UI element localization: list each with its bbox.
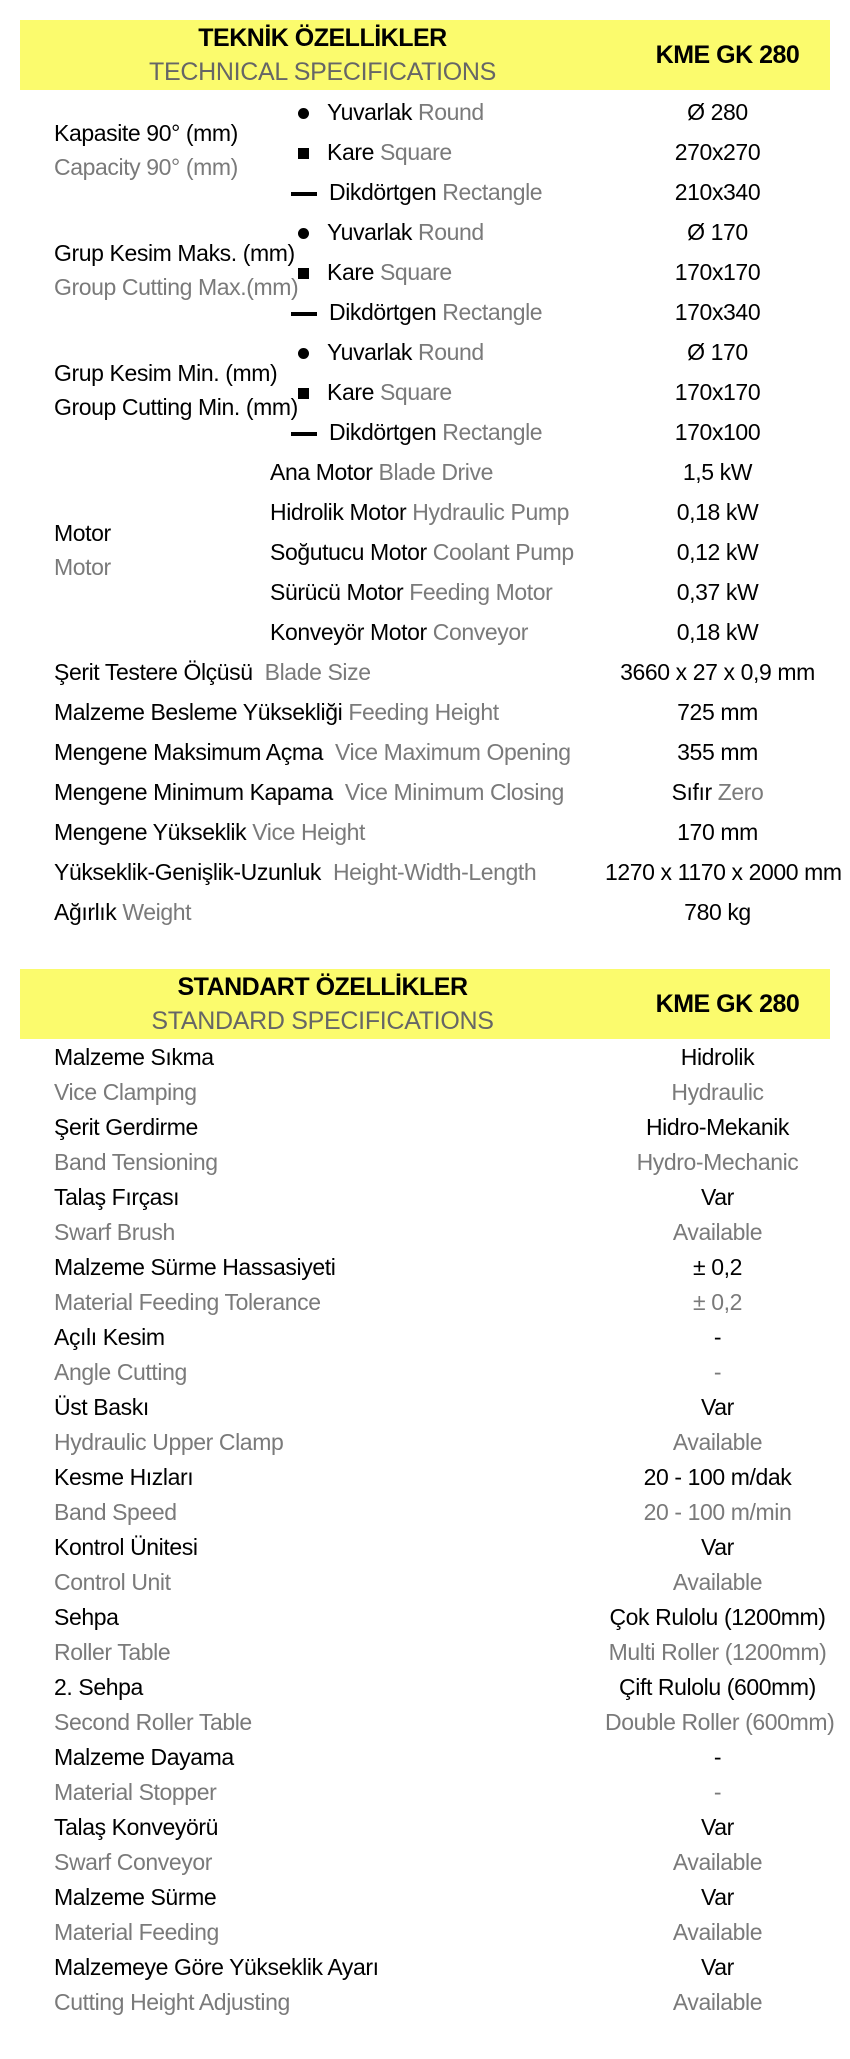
standard-title-en: STANDARD SPECIFICATIONS bbox=[151, 1007, 494, 1035]
standard-title-tr: STANDART ÖZELLİKLER bbox=[177, 973, 468, 1001]
standard-row-label-tr: Kontrol Ünitesi bbox=[54, 1534, 198, 1560]
group-max-rectangle-value: 170x340 bbox=[674, 299, 761, 325]
capacity-label-en: Capacity 90° (mm) bbox=[54, 154, 238, 180]
standard-row-value-en: Available bbox=[672, 1569, 763, 1595]
group-min-square-value: 170x170 bbox=[674, 379, 761, 405]
group-max-round-value: Ø 170 bbox=[687, 219, 748, 245]
rectangle-bullet-icon bbox=[291, 192, 317, 196]
standard-row-value-en: 20 - 100 m/min bbox=[643, 1499, 792, 1525]
spec-row-value: Sıfır Zero bbox=[671, 779, 764, 805]
standard-row-label-en: Material Stopper bbox=[54, 1779, 217, 1805]
group-max-square-value: 170x170 bbox=[674, 259, 761, 285]
round-bullet-icon bbox=[298, 228, 309, 239]
capacity-round: Yuvarlak Round bbox=[293, 99, 484, 126]
standard-row-value-tr: Çok Rulolu (1200mm) bbox=[609, 1604, 826, 1630]
rectangle-bullet-icon bbox=[291, 312, 317, 316]
technical-model: KME GK 280 bbox=[655, 41, 800, 69]
standard-row-label-tr: 2. Sehpa bbox=[54, 1674, 143, 1700]
standard-row-value-en: Double Roller (600mm) bbox=[605, 1709, 835, 1735]
standard-row-value-tr: Var bbox=[701, 1394, 734, 1420]
capacity-rectangle-value: 210x340 bbox=[674, 179, 761, 205]
standard-row-value-en: Available bbox=[672, 1219, 763, 1245]
motor-item-value: 0,12 kW bbox=[676, 539, 759, 565]
standard-row-value-en: - bbox=[713, 1779, 722, 1805]
capacity-label-tr: Kapasite 90° (mm) bbox=[54, 120, 238, 146]
motor-item: Soğutucu Motor Coolant Pump bbox=[270, 539, 574, 565]
standard-row-value-en: Available bbox=[672, 1429, 763, 1455]
standard-row-value-tr: ± 0,2 bbox=[693, 1254, 742, 1280]
motor-item: Sürücü Motor Feeding Motor bbox=[270, 579, 553, 605]
standard-row-label-tr: Kesme Hızları bbox=[54, 1464, 194, 1490]
standard-row-label-tr: Açılı Kesim bbox=[54, 1324, 165, 1350]
standard-row-label-en: Swarf Brush bbox=[54, 1219, 175, 1245]
standard-row-value-en: - bbox=[713, 1359, 722, 1385]
standard-row-value-tr: - bbox=[713, 1324, 722, 1350]
group-min-round-value: Ø 170 bbox=[687, 339, 748, 365]
group-max-round: Yuvarlak Round bbox=[293, 219, 484, 246]
standard-row-value-tr: Var bbox=[701, 1534, 734, 1560]
spec-row: Ağırlık Weight bbox=[54, 899, 192, 925]
spec-row-value: 170 mm bbox=[677, 819, 758, 845]
standard-row-label-tr: Malzeme Sıkma bbox=[54, 1044, 214, 1070]
group-max-square: Kare Square bbox=[293, 259, 452, 286]
spec-row-value: 725 mm bbox=[677, 699, 758, 725]
group-min-label-tr: Grup Kesim Min. (mm) bbox=[54, 360, 278, 386]
spec-row-value: 1270 x 1170 x 2000 mm bbox=[605, 859, 842, 885]
motor-item-value: 0,37 kW bbox=[676, 579, 759, 605]
group-min-round: Yuvarlak Round bbox=[293, 339, 484, 366]
standard-row-value-tr: Var bbox=[701, 1184, 734, 1210]
spec-row: Şerit Testere Ölçüsü Blade Size bbox=[54, 659, 371, 685]
standard-row-label-tr: Şerit Gerdirme bbox=[54, 1114, 198, 1140]
technical-header bbox=[20, 20, 830, 90]
group-max-rectangle: Dikdörtgen Rectangle bbox=[291, 299, 542, 326]
spec-row: Mengene Yükseklik Vice Height bbox=[54, 819, 366, 845]
standard-row-value-tr: Hidrolik bbox=[680, 1044, 755, 1070]
standard-row-label-en: Hydraulic Upper Clamp bbox=[54, 1429, 284, 1455]
capacity-square: Kare Square bbox=[293, 139, 452, 166]
standard-header bbox=[20, 969, 830, 1039]
standard-row-value-en: Available bbox=[672, 1919, 763, 1945]
spec-row: Malzeme Besleme Yüksekliği Feeding Height bbox=[54, 699, 499, 725]
standard-row-value-en: Hydraulic bbox=[671, 1079, 764, 1105]
capacity-round-value: Ø 280 bbox=[687, 99, 748, 125]
standard-row-label-tr: Sehpa bbox=[54, 1604, 119, 1630]
standard-row-label-tr: Talaş Fırçası bbox=[54, 1184, 180, 1210]
square-bullet-icon bbox=[298, 268, 309, 279]
standard-row-value-en: Available bbox=[672, 1849, 763, 1875]
square-bullet-icon bbox=[298, 148, 309, 159]
standard-row-label-tr: Talaş Konveyörü bbox=[54, 1814, 219, 1840]
spec-row-value: 780 kg bbox=[684, 899, 751, 925]
spec-row-value: 355 mm bbox=[677, 739, 758, 765]
standard-row-label-en: Control Unit bbox=[54, 1569, 171, 1595]
spec-row: Mengene Maksimum Açma Vice Maximum Opening bbox=[54, 739, 571, 765]
standard-model: KME GK 280 bbox=[655, 990, 800, 1018]
group-max-label-en: Group Cutting Max.(mm) bbox=[54, 274, 299, 300]
motor-item-value: 1,5 kW bbox=[682, 459, 753, 485]
group-min-rectangle-value: 170x100 bbox=[674, 419, 761, 445]
technical-title-tr: TEKNİK ÖZELLİKLER bbox=[198, 24, 447, 52]
standard-row-value-en: Multi Roller (1200mm) bbox=[608, 1639, 827, 1665]
standard-row-value-tr: Hidro-Mekanik bbox=[645, 1114, 790, 1140]
spec-row-value: 3660 x 27 x 0,9 mm bbox=[620, 659, 815, 685]
standard-row-value-tr: 20 - 100 m/dak bbox=[643, 1464, 792, 1490]
standard-row-label-en: Band Tensioning bbox=[54, 1149, 218, 1175]
group-min-label-en: Group Cutting Min. (mm) bbox=[54, 394, 298, 420]
standard-row-label-en: Second Roller Table bbox=[54, 1709, 252, 1735]
square-bullet-icon bbox=[298, 388, 309, 399]
technical-title-en: TECHNICAL SPECIFICATIONS bbox=[148, 58, 496, 86]
standard-row-value-en: Available bbox=[672, 1989, 763, 2015]
standard-row-value-tr: Var bbox=[701, 1954, 734, 1980]
standard-row-value-en: Hydro-Mechanic bbox=[636, 1149, 799, 1175]
standard-row-label-tr: Malzeme Sürme bbox=[54, 1884, 217, 1910]
round-bullet-icon bbox=[298, 348, 309, 359]
spec-row: Yükseklik-Genişlik-Uzunluk Height-Width-Length bbox=[54, 859, 537, 885]
standard-row-label-en: Cutting Height Adjusting bbox=[54, 1989, 290, 2015]
motor-item-value: 0,18 kW bbox=[676, 619, 759, 645]
motor-label-tr: Motor bbox=[54, 520, 111, 546]
standard-row-label-tr: Malzemeye Göre Yükseklik Ayarı bbox=[54, 1954, 379, 1980]
motor-item: Konveyör Motor Conveyor bbox=[270, 619, 528, 645]
standard-row-label-tr: Malzeme Dayama bbox=[54, 1744, 234, 1770]
motor-item: Ana Motor Blade Drive bbox=[270, 459, 494, 485]
standard-row-label-en: Angle Cutting bbox=[54, 1359, 187, 1385]
round-bullet-icon bbox=[298, 108, 309, 119]
standard-row-label-tr: Malzeme Sürme Hassasiyeti bbox=[54, 1254, 336, 1280]
group-min-rectangle: Dikdörtgen Rectangle bbox=[291, 419, 542, 446]
rectangle-bullet-icon bbox=[291, 432, 317, 436]
standard-row-label-en: Material Feeding bbox=[54, 1919, 219, 1945]
standard-row-label-en: Swarf Conveyor bbox=[54, 1849, 213, 1875]
spec-row: Mengene Minimum Kapama Vice Minimum Closing bbox=[54, 779, 564, 805]
motor-label-en: Motor bbox=[54, 554, 111, 580]
standard-row-label-en: Material Feeding Tolerance bbox=[54, 1289, 321, 1315]
standard-row-label-en: Vice Clamping bbox=[54, 1079, 197, 1105]
capacity-square-value: 270x270 bbox=[674, 139, 761, 165]
standard-row-value-tr: Çift Rulolu (600mm) bbox=[619, 1674, 816, 1700]
group-min-square: Kare Square bbox=[293, 379, 452, 406]
standard-row-value-tr: - bbox=[713, 1744, 722, 1770]
standard-row-label-en: Band Speed bbox=[54, 1499, 177, 1525]
motor-item-value: 0,18 kW bbox=[676, 499, 759, 525]
standard-row-label-tr: Üst Baskı bbox=[54, 1394, 149, 1420]
standard-row-value-tr: Var bbox=[701, 1814, 734, 1840]
capacity-rectangle: Dikdörtgen Rectangle bbox=[291, 179, 542, 206]
standard-row-label-en: Roller Table bbox=[54, 1639, 171, 1665]
motor-item: Hidrolik Motor Hydraulic Pump bbox=[270, 499, 570, 525]
standard-row-value-en: ± 0,2 bbox=[693, 1289, 742, 1315]
standard-row-value-tr: Var bbox=[701, 1884, 734, 1910]
group-max-label-tr: Grup Kesim Maks. (mm) bbox=[54, 240, 295, 266]
